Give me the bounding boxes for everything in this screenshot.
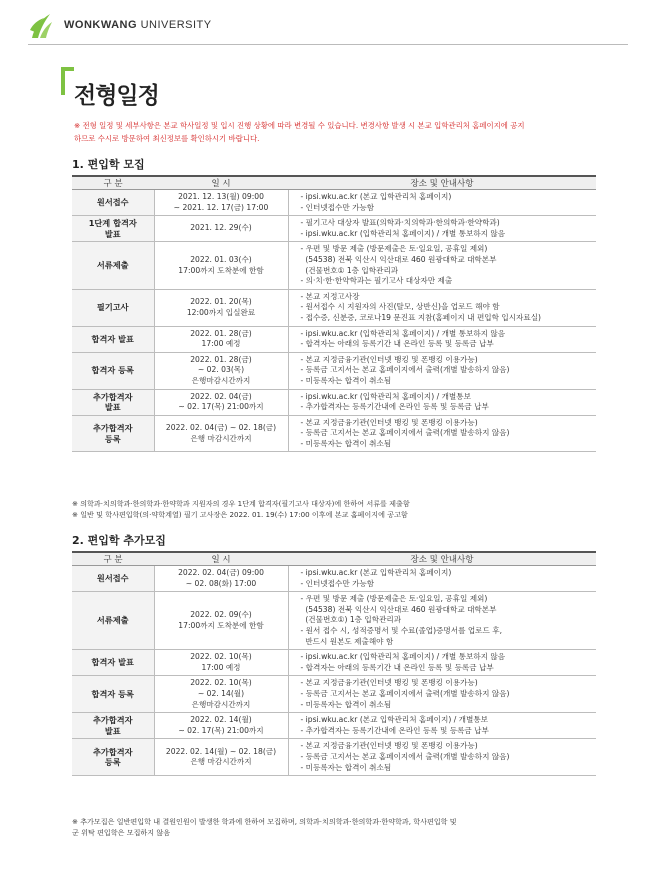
date-cell-line: 2022. 02. 04(금) 09:00 [178,568,264,577]
table-row [72,190,596,216]
page-header [28,8,212,42]
university-name-bold: WONKWANG [64,19,138,31]
info-cell-line: - 미등록자는 합격이 취소됨 [300,438,392,448]
category-cell-line: 추가합격자 [92,746,133,757]
table-row [72,326,596,352]
table-row [72,289,596,326]
table-row [72,592,596,650]
category-cell-line: 합격자 등록 [91,365,134,376]
university-logo-icon [28,10,54,40]
info-cell-line: (54538) 전북 익산시 익산대로 460 원광대학교 대학본부 [300,604,497,614]
date-cell-line: 2022. 02. 04(금) [190,391,252,401]
info-cell-line: - 원서접수 시 지원자의 사진(탈모, 상반신)을 업로드 해야 함 [300,302,500,312]
header-divider [28,44,628,45]
date-cell-line: 17:00까지 도착분에 한함 [178,265,264,275]
date-cell-line: 2022. 01. 03(수) [190,254,252,264]
table-row [72,650,596,676]
info-cell [288,242,596,289]
category-cell [72,389,154,415]
info-cell-line: - 필기고사 대상자 발표(의학과·치의학과·한의학과·한약학과) [300,218,500,228]
category-cell [72,190,154,216]
date-cell-line: 12:00까지 입실완료 [186,307,256,317]
header-date: 일 시 [154,176,288,190]
info-cell-line: - 합격자는 아래의 등록기간 내 온라인 등록 및 등록금 납부 [300,339,494,349]
footnote: ※ 의학과·치의학과·한의학과·한약학과 지원자의 경우 1단계 합격자(필기고사 대상자)에 한하여 서류를 제출함 [72,499,410,508]
date-cell [154,713,288,739]
table-header-row [72,176,596,190]
date-cell-line: 2022. 01. 20(목) [190,297,252,307]
date-cell [154,739,288,776]
date-cell-line: 2022. 02. 04(금) ~ 02. 18(금) [165,422,277,432]
date-cell-line: 2021. 12. 13(월) 09:00 [178,192,264,201]
footnote: ※ 추가모집은 일반편입학 내 결원인원이 발생한 학과에 한하여 모집하며, 의학과·치의학과·한의학과·한약학과, 학사편입학 및 [72,817,457,826]
category-cell-line: 합격자 등록 [91,688,134,699]
info-cell-line: - ipsi.wku.ac.kr (본교 입학관리처 홈페이지) / 개별통보 [300,715,489,725]
notice-line: 하므로 수시로 방문하여 최신정보를 확인하시기 바랍니다. [74,133,260,143]
info-cell-line: - ipsi.wku.ac.kr (입학관리처 홈페이지) / 개별 통보하지 않음 [300,328,506,338]
info-cell-line: - 미등록자는 합격이 취소됨 [300,699,392,709]
date-cell [154,566,288,592]
category-cell-line: 서류제출 [96,615,129,626]
info-cell-line: - 원서 접수 시, 성적증명서 및 수료(졸업)증명서를 업로드 후, [300,625,503,635]
date-cell-line: 은행 마감시간까지 [190,433,252,443]
header-category: 구 분 [72,176,154,190]
info-cell [288,592,596,650]
date-cell-line: 2022. 02. 10(목) [190,652,252,662]
section2-title: 2. 편입학 추가모집 [72,534,166,547]
info-cell-line: (건물번호①) 1층 입학관리과 [300,615,402,625]
category-cell [72,650,154,676]
date-cell-line: 은행마감시간까지 [191,699,251,709]
date-cell-line: 2022. 02. 09(수) [190,610,252,620]
category-cell-line: 등록 [104,757,121,768]
info-cell-line: - 등록금 고지서는 본교 홈페이지에서 출력(개별 발송하지 않음) [300,751,510,761]
category-cell-line: 추가합격자 [92,715,133,726]
info-cell-line: - 본교 지정금융기관(인터넷 뱅킹 및 폰뱅킹 이용가능) [300,354,478,364]
section1-schedule-table [72,175,596,452]
category-cell [72,289,154,326]
info-cell [288,713,596,739]
date-cell-line: ~ 02. 17(목) 21:00까지 [178,402,264,412]
info-cell-line: - 미등록자는 합격이 취소됨 [300,762,392,772]
category-cell [72,676,154,713]
category-cell-line: 서류제출 [96,260,129,271]
date-cell-line: 2022. 01. 28(금) [190,354,252,364]
section2-schedule-table [72,551,596,776]
table-row [72,389,596,415]
title-bracket-decoration [61,67,74,95]
category-cell [72,713,154,739]
date-cell [154,676,288,713]
category-cell-line: 합격자 발표 [91,333,134,344]
header-info: 장소 및 안내사항 [288,552,596,566]
header-category: 구 분 [72,552,154,566]
notice-line: ※ 전형 일정 및 세부사항은 본교 학사일정 및 입시 진행 상황에 따라 변경될 수 있습니다. 변경사항 발생 시 본교 입학관리처 홈페이지에 공지 [74,121,525,130]
info-cell-line: - 미등록자는 합격이 취소됨 [300,375,392,385]
category-cell [72,415,154,452]
date-cell-line: 은행마감시간까지 [191,375,251,385]
category-cell-line: 발표 [104,228,121,239]
info-cell-line: - 본교 지정금융기관(인터넷 뱅킹 및 폰뱅킹 이용가능) [300,678,478,688]
info-cell-line: - 추가합격자는 등록기간내에 온라인 등록 및 등록금 납부 [300,402,489,412]
info-cell [288,676,596,713]
info-cell [288,650,596,676]
date-cell-line: 2022. 02. 14(월) [190,715,252,725]
section1-title: 1. 편입학 모집 [72,158,145,171]
info-cell-line: - 우편 및 방문 제출 (방문제출은 토·일요일, 공휴일 제외) [300,594,488,604]
date-cell [154,242,288,289]
category-cell-line: 추가합격자 [92,422,133,433]
date-cell-line: 17:00 예정 [201,662,241,672]
table-row [72,352,596,389]
date-cell-line: 2022. 01. 28(금) [190,328,252,338]
table-row [72,739,596,776]
info-cell-line: - ipsi.wku.ac.kr (본교 입학관리처 홈페이지) [300,192,452,201]
info-cell [288,352,596,389]
info-cell-line: 반드시 원본도 제출해야 함 [300,636,394,646]
date-cell-line: ~ 02. 03(목) [197,365,245,375]
info-cell-line: (건물번호① 1층 입학관리과 [300,265,399,275]
section2-footnotes [72,817,592,839]
notice [74,120,594,145]
date-cell [154,352,288,389]
table-row [72,566,596,592]
date-cell [154,650,288,676]
info-cell-line: - 인터넷접수만 가능함 [300,202,375,212]
table-row [72,242,596,289]
date-cell [154,326,288,352]
info-cell [288,566,596,592]
date-cell [154,389,288,415]
category-cell-line: 합격자 발표 [91,657,134,668]
date-cell [154,216,288,242]
category-cell [72,242,154,289]
info-cell-line: - 합격자는 아래의 등록기간 내 온라인 등록 및 등록금 납부 [300,662,494,672]
university-name [64,19,212,31]
section1-footnotes [72,499,592,521]
date-cell [154,415,288,452]
category-cell-line: 추가합격자 [92,391,133,402]
info-cell-line: - ipsi.wku.ac.kr (본교 입학관리처 홈페이지) [300,568,452,577]
info-cell [288,415,596,452]
table-row [72,216,596,242]
date-cell-line: 은행 마감시간까지 [190,757,252,767]
category-cell [72,566,154,592]
date-cell-line: 2022. 02. 14(월) ~ 02. 18(금) [165,746,277,756]
info-cell-line: - 본교 지정고사장 [300,291,360,301]
date-cell [154,289,288,326]
info-cell-line: - 인터넷접수만 가능함 [300,578,375,588]
footnote: ※ 일반 및 학사편입학(의·약학계열) 필기 고사장은 2022. 01. 19(수) 17:00 이후에 본교 홈페이지에 공고함 [72,509,408,519]
date-cell [154,592,288,650]
category-cell-line: 등록 [104,433,121,444]
table-row [72,415,596,452]
info-cell-line: - 등록금 고지서는 본교 홈페이지에서 출력(개별 발송하지 않음) [300,365,510,375]
info-cell-line: - 추가합격자는 등록기간내에 온라인 등록 및 등록금 납부 [300,725,489,735]
date-cell-line: 17:00 예정 [201,339,241,349]
page-title: 전형일정 [74,83,159,109]
date-cell [154,190,288,216]
info-cell [288,739,596,776]
category-cell-line: 1단계 합격자 [88,218,137,229]
date-cell-line: ~ 2021. 12. 17(금) 17:00 [173,202,269,212]
table-header-row [72,552,596,566]
info-cell-line: - 등록금 고지서는 본교 홈페이지에서 출력(개별 발송하지 않음) [300,688,510,698]
info-cell-line: - ipsi.wku.ac.kr (입학관리처 홈페이지) / 개별 통보하지 않음 [300,228,506,238]
info-cell-line: - 등록금 고지서는 본교 홈페이지에서 출력(개별 발송하지 않음) [300,428,510,438]
info-cell [288,389,596,415]
date-cell-line: 17:00까지 도착분에 한함 [178,620,264,630]
info-cell-line: - 접수증, 신분증, 코로나19 문진표 지참(홈페이지 내 편입학 입시자료실) [300,312,542,322]
info-cell [288,326,596,352]
category-cell [72,352,154,389]
info-cell-line: - ipsi.wku.ac.kr (입학관리처 홈페이지) / 개별 통보하지 않음 [300,652,506,662]
category-cell-line: 원서접수 [96,197,129,208]
category-cell [72,739,154,776]
info-cell [288,216,596,242]
header-info: 장소 및 안내사항 [288,176,596,190]
info-cell [288,289,596,326]
header-date: 일 시 [154,552,288,566]
category-cell [72,592,154,650]
info-cell-line: - 본교 지정금융기관(인터넷 뱅킹 및 폰뱅킹 이용가능) [300,417,478,427]
info-cell-line: - 본교 지정금융기관(인터넷 뱅킹 및 폰뱅킹 이용가능) [300,741,478,751]
date-cell-line: 2022. 02. 10(목) [190,678,252,688]
category-cell-line: 원서접수 [96,573,129,584]
footnote: 군 위탁 편입학은 모집하지 않음 [72,827,171,837]
category-cell [72,216,154,242]
date-cell-line: ~ 02. 14(월) [197,688,245,698]
date-cell-line: ~ 02. 17(목) 21:00까지 [178,725,264,735]
table-row [72,713,596,739]
table-row [72,676,596,713]
date-cell-line: 2021. 12. 29(수) [190,223,252,233]
category-cell-line: 발표 [104,402,121,413]
category-cell-line: 발표 [104,725,121,736]
info-cell-line: (54538) 전북 익산시 익산대로 460 원광대학교 대학본부 [300,254,497,264]
date-cell-line: ~ 02. 08(화) 17:00 [185,578,257,588]
info-cell-line: - 우편 및 방문 제출 (방문제출은 토·일요일, 공휴일 제외) [300,244,488,254]
category-cell [72,326,154,352]
info-cell-line: - ipsi.wku.ac.kr (입학관리처 홈페이지) / 개별통보 [300,391,471,401]
university-name-rest: UNIVERSITY [137,19,212,31]
info-cell-line: - 의·치·한·한약학과는 필기고사 대상자만 제출 [300,276,453,286]
category-cell-line: 필기고사 [96,302,129,313]
info-cell [288,190,596,216]
